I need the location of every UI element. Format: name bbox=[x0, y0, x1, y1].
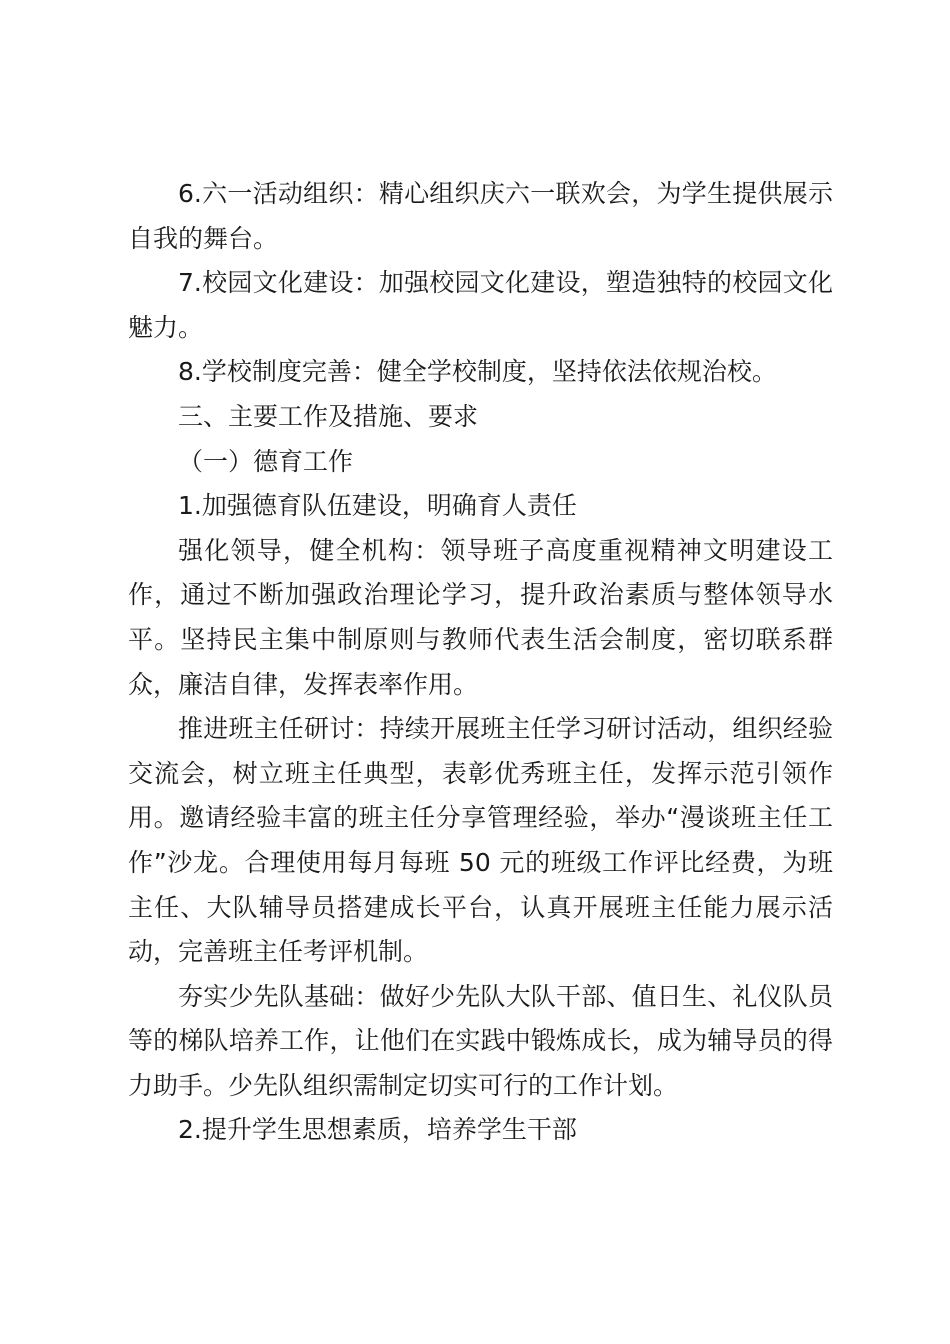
paragraph-class-teacher: 推进班主任研讨：持续开展班主任学习研讨活动，组织经验交流会，树立班主任典型，表彰优秀班主任，发挥示范引领作用。邀请经验丰富的班主任分享管理经验，举办“漫谈班主任工作”沙龙。合理使用每月每班 50 元的班级工作评比经费，为班主任、大队辅导员搭建成长平台，认真开展班主任能力展示活动，完善班主任考评机制。 bbox=[128, 714, 833, 967]
section-heading: 三、主要工作及措施、要求 bbox=[178, 401, 479, 431]
paragraph-item-8: 8.学校制度完善：健全学校制度，坚持依法依规治校。 bbox=[178, 357, 777, 387]
paragraph-item-7: 7.校园文化建设：加强校园文化建设，塑造独特的校园文化魅力。 bbox=[128, 268, 833, 342]
subsection-heading: （一）德育工作 bbox=[178, 446, 354, 476]
point-heading-1: 1.加强德育队伍建设，明确育人责任 bbox=[178, 491, 577, 521]
point-heading-2: 2.提升学生思想素质，培养学生干部 bbox=[178, 1115, 577, 1145]
paragraph-young-pioneers: 夯实少先队基础：做好少先队大队干部、值日生、礼仪队员等的梯队培养工作，让他们在实践中锻炼成长，成为辅导员的得力助手。少先队组织需制定切实可行的工作计划。 bbox=[128, 981, 833, 1100]
paragraph-leadership: 强化领导，健全机构：领导班子高度重视精神文明建设工作，通过不断加强政治理论学习，提升政治素质与整体领导水平。坚持民主集中制原则与教师代表生活会制度，密切联系群众，廉洁自律，发挥表率作用。 bbox=[128, 535, 833, 699]
paragraph-item-6: 6.六一活动组织：精心组织庆六一联欢会，为学生提供展示自我的舞台。 bbox=[128, 179, 833, 253]
document-body bbox=[128, 172, 833, 1153]
